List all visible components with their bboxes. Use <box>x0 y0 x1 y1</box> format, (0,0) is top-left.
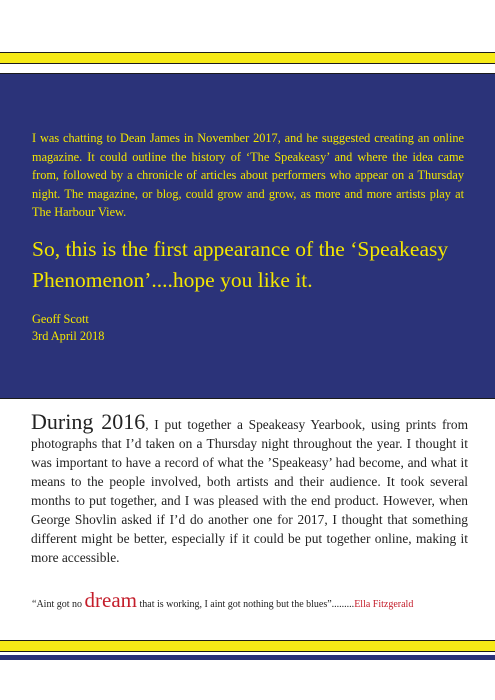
quote <box>32 590 482 615</box>
top-yellow-band <box>0 52 495 64</box>
article-text: , I put together a Speakeasy Yearbook, using prints from photographs that I’d taken on a Thursday night throughout the year. I thought it was important to have a record of what the ’Speakeasy’ had become, and what it means to the people involved, both artists and their audience. It took several months to put together, and I was pleased with the end product. However, when George Shovlin asked if I’d do another one for 2017, I thought that something different might be better, especially if it could be put together online, making it more accessible. <box>31 417 468 565</box>
bottom-navy-band <box>0 655 495 660</box>
author-name: Geoff Scott <box>32 312 89 326</box>
article-body <box>31 409 468 567</box>
quote-highlight: dream <box>84 588 137 612</box>
bottom-yellow-band <box>0 640 495 652</box>
quote-before: “Aint got no <box>32 599 85 610</box>
quote-attribution: Ella Fitzgerald <box>354 599 414 610</box>
quote-after: that is working, I aint got nothing but the blues”......... <box>136 599 355 610</box>
intro-paragraph: I was chatting to Dean James in November 2017, and he suggested creating an online magazine. It could outline the history of ‘The Speakeasy’ and where the idea came from, followed by a chronicle of articles about performers who appear on a Thursday night. The magazine, or blog, could grow and grow, as more and more artists play at The Harbour View. <box>32 131 464 219</box>
intro-panel <box>0 73 495 399</box>
lead-phrase: During 2016 <box>31 409 146 434</box>
signature-date: 3rd April 2018 <box>32 329 105 343</box>
signature <box>32 311 104 345</box>
headline: So, this is the first appearance of the ‘Speakeasy Phenomenon’....hope you like it. <box>32 237 449 292</box>
